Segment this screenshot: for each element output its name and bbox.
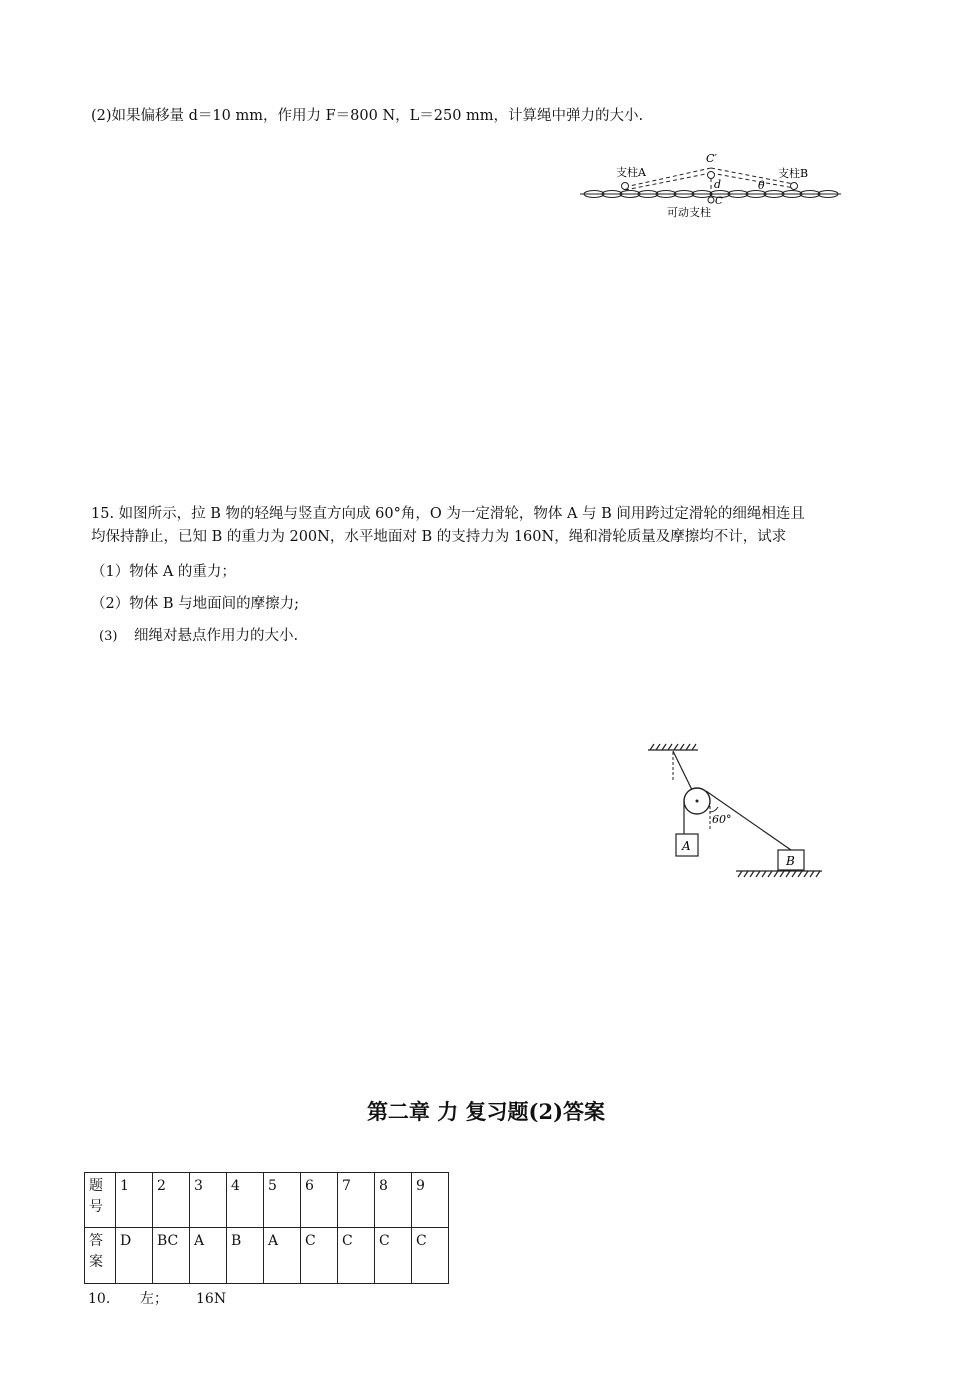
answers-table [84,1172,449,1284]
label-c-prime: C′ [706,152,717,165]
q10-value: 16N [196,1291,227,1307]
pulley-axle [696,800,699,803]
cell-answer: C [338,1228,375,1284]
q10-number: 10. [88,1291,111,1307]
cell-answer: C [375,1228,412,1284]
q15-line2: 均保持静止，已知 B 的重力为 200N，水平地面对 B 的支持力为 160N，绳和滑轮质量及摩擦均不计，试求 [91,529,787,545]
angle-label: 60° [712,813,732,826]
q15-item3-number: (3) [99,629,118,644]
rope-posts-figure [578,148,843,220]
cell-answer: A [264,1228,301,1284]
cell-answer: BC [153,1228,190,1284]
answers-title: 第二章 力 复习题(2)答案 [366,1099,606,1124]
box-a-label: A [682,839,691,853]
cell-number: 3 [190,1173,227,1228]
table-row-answers [85,1228,449,1284]
cell-answer: D [116,1228,153,1284]
row-header-numbers: 题号 [85,1173,116,1228]
box-b-label: B [786,854,795,868]
cell-answer: C [301,1228,338,1284]
cell-number: 2 [153,1173,190,1228]
row-header-answers: 答案 [85,1228,116,1284]
cell-number: 7 [338,1173,375,1228]
cell-number: 1 [116,1173,153,1228]
cell-number: 8 [375,1173,412,1228]
q15-item2: （2）物体 B 与地面间的摩擦力; [91,596,299,612]
cell-answer: A [190,1228,227,1284]
label-theta: θ [758,179,765,192]
table-row-numbers [85,1173,449,1228]
cell-number: 4 [227,1173,264,1228]
post-c-circle [708,197,714,203]
ceiling [648,744,698,750]
label-post-a: 支柱A [616,166,646,179]
ground [736,871,822,877]
label-post-b: 支柱B [778,167,809,180]
q15-item3-text: 细绳对悬点作用力的大小. [134,628,299,644]
label-c: C [715,196,723,207]
angle-arc [710,807,718,812]
cell-number: 6 [301,1173,338,1228]
cell-number: 9 [412,1173,449,1228]
post-a-circle [622,183,629,190]
label-movable-post: 可动支柱 [667,206,711,219]
post-b-circle [791,183,798,190]
cell-answer: B [227,1228,264,1284]
cell-answer: C [412,1228,449,1284]
cell-number: 5 [264,1173,301,1228]
q14-part2-text: (2)如果偏移量 d＝10 mm，作用力 F＝800 N，L＝250 mm，计算绳中弹力的大小. [91,108,644,124]
q15-line1: 15. 如图所示，拉 B 物的轻绳与竖直方向成 60°角，O 为一定滑轮，物体 A 与 B 间用跨过定滑轮的细绳相连且 [91,506,805,522]
label-d: d [714,178,722,191]
q10-direction: 左； [140,1291,168,1307]
pulley-figure [640,740,830,885]
q15-item1: （1）物体 A 的重力； [91,564,236,580]
